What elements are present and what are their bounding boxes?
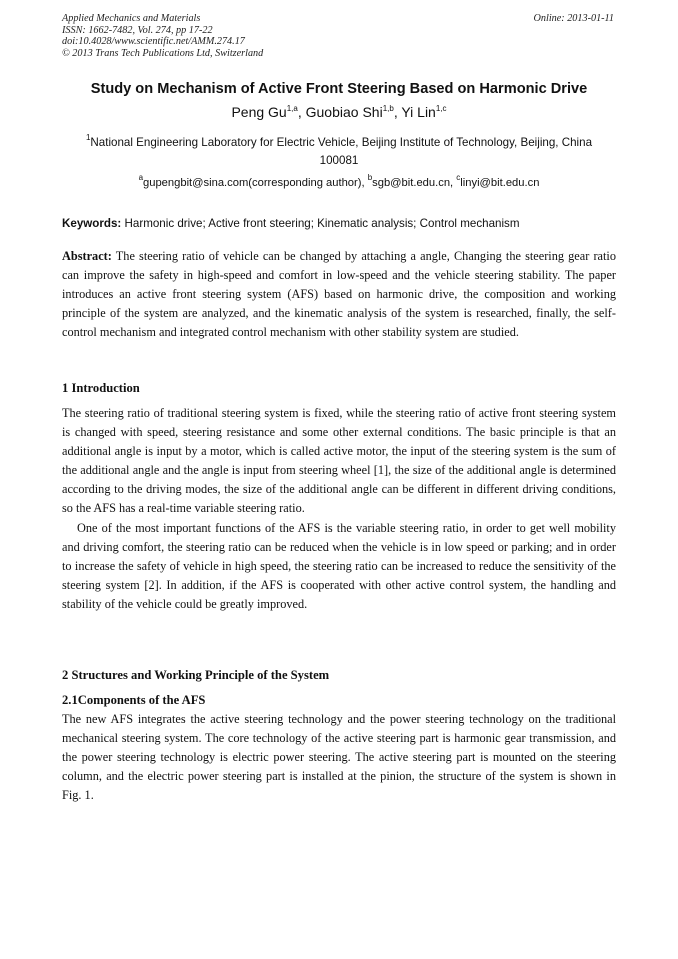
author-list: Peng Gu$^{1,a}$, Guobiao Shi$^{1,b}$, Yi Lin$^{1,c}$ [231, 104, 447, 120]
issn-line: ISSN: 1662-7482, Vol. 274, pp 17-22 [62, 24, 213, 36]
keywords-label: Keywords: [62, 217, 122, 230]
author-sup: 1,c [435, 104, 447, 113]
section-heading: 1 Introduction [62, 381, 140, 395]
paragraph: One of the most important functions of the AFS is the variable steering ratio, in order to get well mobility and driving comfort, the steering ratio can be reduced when the vehicle is in low speed or parking; and in order to increase the safety of vehicle in high speed, the steering ratio can be increased to reduce the sensitivity of the steering system [2]. In addition, if the AFS is cooperated with other active control system, the handling and stability of the vehicle could be greatly improved. [62, 520, 616, 611]
abstract [62, 247, 616, 342]
section-body [62, 404, 616, 614]
email-link[interactable]: linyi@bit.edu.cn [460, 177, 540, 189]
doi-line: doi:10.4028/www.scientific.net/AMM.274.17 [62, 36, 245, 48]
paragraph: The new AFS integrates the active steering technology and the power steering technology on the traditional mechanical steering system. The core technology of the active steering part is harmonic gear transmission, and the power steering technology is electric power steering. The active steering part is mounted on the steering column, and the electric power steering part is installed at the pinion, the structure of the system is shown in Fig. 1. [62, 712, 616, 803]
affiliation-postcode: 100081 [319, 154, 359, 167]
section-heading: 2 Structures and Working Principle of the System [62, 668, 330, 682]
journal-name: Applied Mechanics and Materials [62, 13, 201, 24]
section-body [62, 710, 616, 805]
paper-title: Study on Mechanism of Active Front Steering Based on Harmonic Drive [90, 81, 588, 97]
affiliation-text: National Engineering Laboratory for Electric Vehicle, Beijing Institute of Technology, Beijing, China [90, 136, 593, 149]
abstract-text: The steering ratio of vehicle can be changed by attaching a angle, Changing the steering gear ratio can improve the safety in high-speed and comfort in low-speed and the vehicle steering stability. The paper introduces an active front steering system (AFS) based on harmonic drive, the composition and working principle of the system are analyzed, and the kinematic analysis of the system is researched, finally, the self-control mechanism and integrated control mechanism with other stability system are studied. [62, 249, 616, 340]
email-link[interactable]: gupengbit@sina.com(corresponding author), [143, 177, 365, 189]
author-name: Peng Gu [231, 104, 287, 120]
affiliation [62, 134, 616, 170]
affiliation-sup: 1 [85, 133, 91, 142]
paragraph: The steering ratio of traditional steering system is fixed, while the steering ratio of active front steering system is changed with speed, steering resistance and some other external conditions. The basic principle is that an additional angle is input by a motor, which is called active motor, the input of the steering system is the sum of the additional angle and the angle is input from steering wheel [1], the size of the additional angle is determined according to the driving modes, the size of the additional angle can be different in different driving conditions, so the AFS has a real-time variable steering ratio. [62, 406, 616, 516]
email-link[interactable]: sgb@bit.edu.cn, [372, 177, 454, 189]
author-sup: 1,b [382, 104, 394, 113]
email-sup: c [456, 173, 461, 182]
keywords-text: Harmonic drive; Active front steering; Kinematic analysis; Control mechanism [124, 217, 520, 230]
copyright-line: © 2013 Trans Tech Publications Ltd, Switzerland [62, 47, 264, 59]
subsection-heading: 2.1Components of the AFS [62, 693, 206, 707]
email-list [62, 175, 616, 191]
author-name: Yi Lin [401, 104, 436, 120]
author-sup: 1,a [286, 104, 298, 113]
online-date: Online: 2013-01-11 [533, 13, 614, 24]
abstract-label: Abstract: [62, 249, 112, 263]
journal-header [62, 13, 263, 59]
keywords [62, 216, 616, 232]
email-sup: a [138, 173, 144, 182]
email-sup: b [367, 173, 373, 182]
author-name: Guobiao Shi [305, 104, 383, 120]
